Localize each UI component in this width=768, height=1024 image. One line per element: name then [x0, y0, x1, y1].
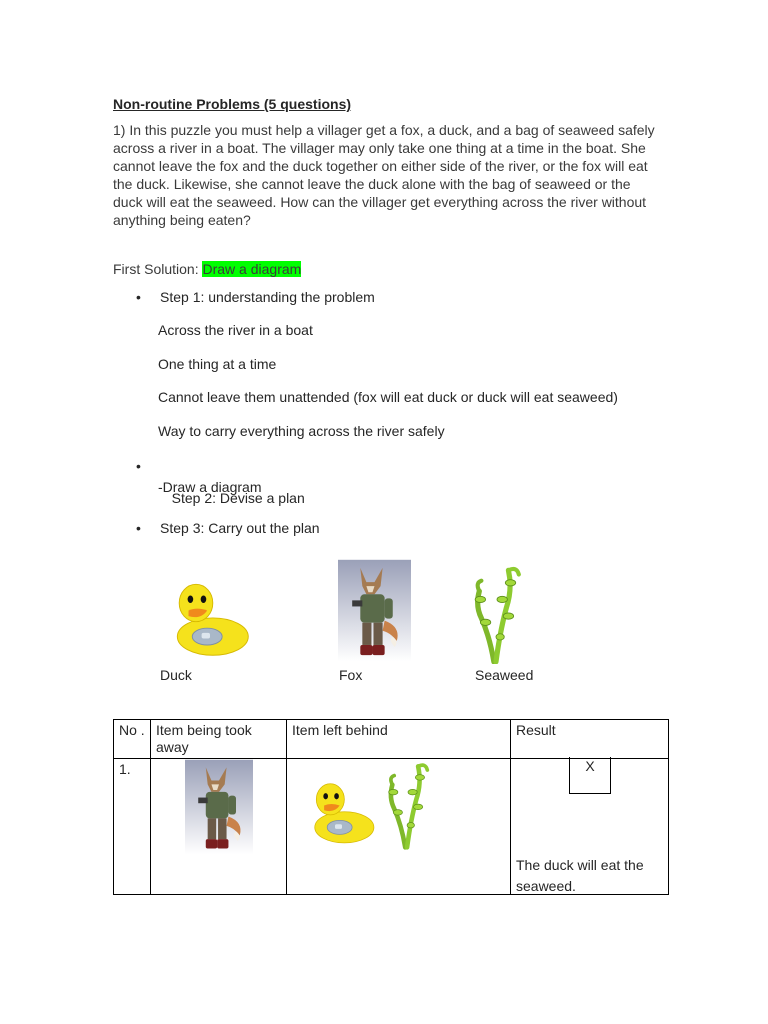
step1-title: Step 1: understanding the problem — [160, 289, 375, 305]
row-items-left — [287, 759, 511, 895]
steps-table — [113, 719, 669, 895]
table-header-row — [114, 720, 669, 759]
step1-point: Across the river in a boat — [158, 322, 313, 338]
step2-detail: -Draw a diagram — [158, 479, 262, 495]
first-solution-label: First Solution: — [113, 261, 203, 277]
step2-title: Step 2: Devise a plan — [167, 490, 305, 506]
solution-method-highlight: Draw a diagram — [202, 261, 302, 277]
fox-picture — [338, 559, 411, 662]
bullet-icon: • — [136, 289, 141, 305]
first-solution-line — [113, 261, 301, 277]
header-item-left: Item left behind — [287, 720, 511, 759]
duck-caption: Duck — [160, 667, 192, 683]
row-number: 1. — [114, 759, 151, 895]
step3-bullet — [136, 520, 320, 536]
seaweed-caption: Seaweed — [475, 667, 534, 683]
seaweed-picture — [471, 564, 523, 664]
step1-bullet — [136, 289, 375, 305]
puzzle-question: 1) In this puzzle you must help a villager get a fox, a duck, and a bag of seaweed safely across a river in a boat. The villager may only take one thing at a time in the boat. She cannot leave the fox and the duck together on either side of the river, or the fox will eat the duck. Likewise, she cannot leave the duck alone with the bag of seaweed or the duck will eat the seaweed. How can the villager get everything across the river without anything being eaten? — [113, 122, 655, 228]
section-heading: Non-routine Problems (5 questions) — [113, 96, 352, 112]
fox-caption: Fox — [339, 667, 363, 683]
step1-point: Way to carry everything across the river safely — [158, 423, 445, 439]
step1-point: One thing at a time — [158, 356, 277, 372]
step3-title: Step 3: Carry out the plan — [160, 520, 320, 536]
x-mark-box — [569, 757, 611, 794]
duck-picture — [168, 572, 252, 662]
bullet-icon: • — [136, 458, 141, 474]
fox-picture — [185, 759, 253, 855]
seaweed-picture — [385, 759, 431, 851]
step1-point: Cannot leave them unattended (fox will eat duck or duck will eat seaweed) — [158, 389, 618, 405]
bullet-icon: • — [136, 520, 141, 536]
header-item-taken: Item being took away — [151, 720, 287, 759]
x-mark: X — [585, 758, 595, 774]
header-no: No . — [114, 720, 151, 759]
duck-picture — [307, 771, 377, 851]
row-item-taken — [151, 759, 287, 895]
result-text: The duck will eat the seaweed. — [516, 857, 644, 894]
header-result: Result — [511, 720, 669, 759]
